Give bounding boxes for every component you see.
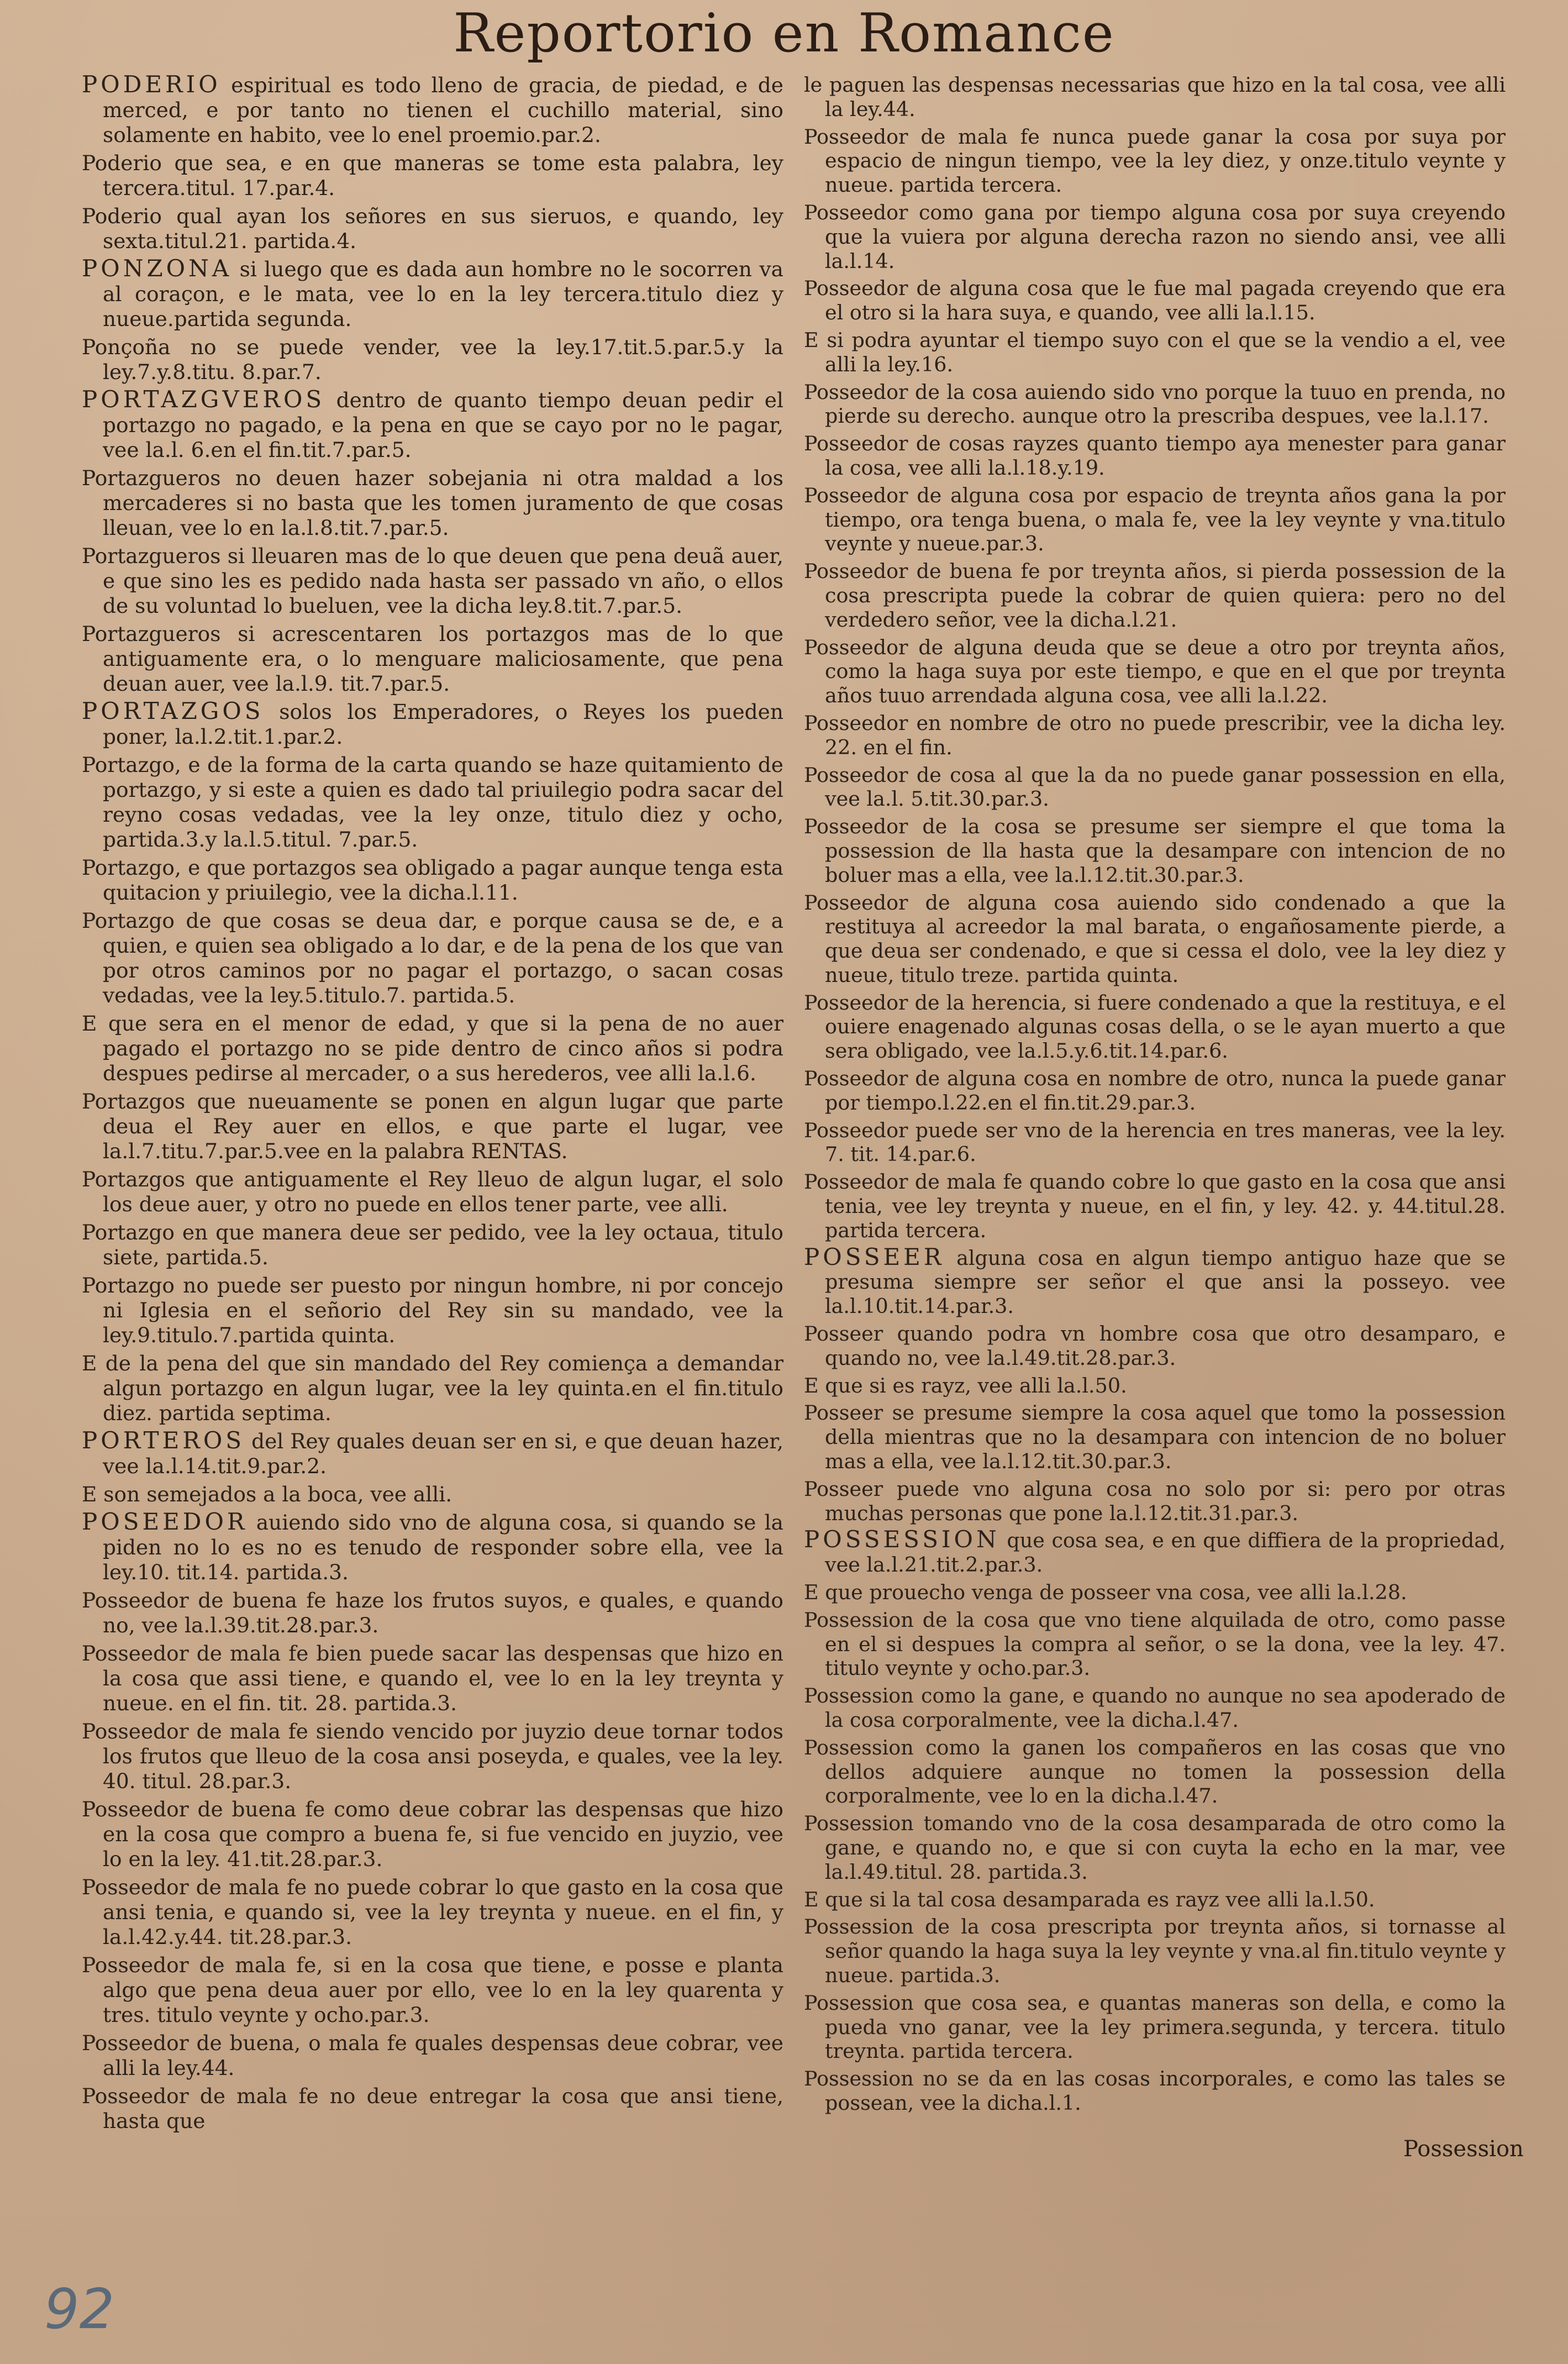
index-entry: [804, 1607, 1506, 1680]
index-entry: [82, 1088, 783, 1164]
index-entry: [804, 327, 1506, 377]
index-entry: [804, 558, 1506, 632]
entry-headword: POSSESSION: [804, 1526, 1000, 1553]
entry-text: espiritual es todo lleno de gracia, de piedad, e de merced, e por tanto no tienen el cuchillo material, sino solamente en habito, vee lo enel proemio.par.2.: [103, 73, 783, 147]
entry-text: Possession de la cosa que vno tiene alquilada de otro, como passe en el si despues la compra al señor, o se la dona, vee la ley. 47. titulo veynte y ocho.par.3.: [804, 1607, 1506, 1680]
entry-text: Posseedor de alguna cosa auiendo sido condenado a que la restituya al acreedor la mal barata, o engañosamente pierde, a que deua ser condenado, e que si cessa el dolo, vee la ley diez y nueue, titulo treze. partida quinta.: [804, 890, 1506, 987]
index-entry: [82, 907, 783, 1008]
index-entry: [804, 199, 1506, 273]
index-entry: [804, 1169, 1506, 1242]
index-entry: [82, 1350, 783, 1426]
entry-text: Posseer se presume siempre la cosa aquel que tomo la possession della mientras que no la desampara con intencion de no boluer mas a ella, vee la.l.12.tit.30.par.3.: [804, 1401, 1506, 1474]
index-entry: [804, 1373, 1506, 1398]
entry-text: Portazgueros si acrescentaren los portazgos mas de lo que antiguamente era, o lo menguare maliciosamente, que pena deuan auer, vee la.l.9. tit.7.par.5.: [82, 622, 783, 696]
entry-text: Posseedor de alguna cosa que le fue mal pagada creyendo que era el otro si la hara suya, e quando, vee alli la.l.15.: [804, 276, 1506, 325]
entry-headword: PODERIO: [82, 71, 221, 98]
entry-text: Posseedor de buena fe como deue cobrar las despensas que hizo en la cosa que compro a buena fe, si fue vencido en juyzio, vee lo en la ley. 41.tit.28.par.3.: [82, 1797, 783, 1871]
entry-text: Posseedor de cosa al que la da no puede ganar possession en ella, vee la.l. 5.tit.30.par.3.: [804, 763, 1506, 811]
entry-text: E que sera en el menor de edad, y que si la pena de no auer pagado el portazgo no se pide dentro de cinco años si podra despues pedirse al mercader, o a sus herederos, vee alli la.l.6.: [82, 1011, 783, 1085]
entry-text: Posseedor de mala fe quando cobre lo que gasto en la cosa que ansi tenia, vee ley treynta y nueue, en el fin, y ley. 42. y. 44.titul.28. partida tercera.: [804, 1170, 1506, 1242]
index-entry: [804, 990, 1506, 1063]
index-entry: [804, 1810, 1506, 1884]
index-entry: [82, 256, 783, 332]
entry-text: Posseedor de la herencia, si fuere condenado a que la restituya, e el ouiere enagenado algunas cosas della, o se le ayan muerto a que sera obligado, vee la.l.5.y.6.tit.14.par.6.: [804, 990, 1506, 1063]
entry-text: Portazgo de que cosas se deua dar, e porque causa se de, e a quien, e quien sea obligado a lo dar, e de la pena de los que van por otros caminos por no pagar el portazgo, o sacan cosas vedadas, vee la ley.5.titulo.7. partida.5.: [82, 908, 783, 1007]
entry-text: E que prouecho venga de posseer vna cosa, vee alli la.l.28.: [804, 1580, 1407, 1605]
index-entry: [804, 2066, 1506, 2115]
entry-text: Posseedor de buena fe haze los frutos suyos, e quales, e quando no, vee la.l.39.tit.28.par.3.: [82, 1588, 783, 1637]
entry-text: Posseedor de buena fe por treynta años, si pierda possession de la cosa prescripta puede la cobrar de quien quiera: pero no del verdedero señor, vee la dicha.l.21.: [804, 559, 1506, 632]
index-entry: [82, 1272, 783, 1348]
index-entry: [82, 2030, 783, 2081]
index-entry: [82, 543, 783, 618]
index-entry: [82, 72, 783, 148]
left-column: [82, 72, 783, 2136]
entry-text: Posseedor de cosas rayzes quanto tiempo aya menester para ganar la cosa, vee alli la.l.18.y.19.: [804, 432, 1506, 480]
entry-text: Possession tomando vno de la cosa desamparada de otro como la gane, e quando no, e que si con cuyta la echo en la mar, vee la.l.49.titul. 28. partida.3.: [804, 1811, 1506, 1884]
index-entry: [804, 1245, 1506, 1318]
entry-text: alguna cosa en algun tiempo antiguo haze que se presuma siempre ser señor el que ansi la posseyo. vee la.l.10.tit.14.par.3.: [825, 1246, 1506, 1318]
index-entry: [82, 1166, 783, 1217]
entry-text: dentro de quanto tiempo deuan pedir el portazgo no pagado, e la pena en que se cayo por no le pagar, vee la.l. 6.en el fin.tit.7.par.5.: [103, 388, 783, 462]
entry-headword: PORTEROS: [82, 1427, 245, 1454]
index-entry: [82, 1796, 783, 1872]
entry-text: Possession de la cosa prescripta por treynta años, si tornasse al señor quando la haga suya la ley veynte y vna.al fin.titulo veynte y nueue. partida.3.: [804, 1915, 1506, 1987]
entry-text: Posseedor de alguna cosa en nombre de otro, nunca la puede ganar por tiempo.l.22.en el fin.tit.29.par.3.: [804, 1067, 1506, 1115]
index-entry: [804, 1476, 1506, 1526]
entry-text: Portazgos que antiguamente el Rey lleuo de algun lugar, el solo los deue auer, y otro no puede en ellos tener parte, vee alli.: [82, 1167, 783, 1216]
entry-text: Portazgos que nueuamente se ponen en algun lugar que parte deua el Rey auer en ellos, e que parte el lugar, vee la.l.7.titu.7.par.5.vee en la palabra RENTAS.: [82, 1089, 783, 1163]
entry-text: Posseedor en nombre de otro no puede prescribir, vee la dicha ley. 22. en el fin.: [804, 711, 1506, 759]
entry-headword: POSEEDOR: [82, 1508, 248, 1535]
index-entry: [804, 762, 1506, 812]
entry-text: Posseedor de alguna deuda que se deue a otro por treynta años, como la haga suya por este tiempo, e que en el que por treynta años tuuo arrendada alguna cosa, vee alli la.l.22.: [804, 635, 1506, 708]
entry-text: Possession que cosa sea, e quantas maneras son della, e como la pueda vno ganar, vee la ley primera.segunda, y tercera. titulo treynta. partida tercera.: [804, 1990, 1506, 2063]
index-entry: [82, 2083, 783, 2134]
index-entry: [804, 1400, 1506, 1473]
index-entry: [804, 379, 1506, 429]
entry-text: Posseedor de mala fe, si en la cosa que tiene, e posse e planta algo que pena deua auer por ello, vee lo en la ley quarenta y tres. titulo veynte y ocho.par.3.: [82, 1953, 783, 2027]
index-entry: [82, 752, 783, 852]
index-entry: [82, 387, 783, 463]
entry-text: Portazgo no puede ser puesto por ningun hombre, ni por concejo ni Iglesia en el señorio del Rey sin su mandado, vee la ley.9.titulo.7.partida quinta.: [82, 1273, 783, 1347]
entry-text: Posseedor de la cosa auiendo sido vno porque la tuuo en prenda, no pierde su derecho. aunque otro la prescriba despues, vee la.l.17.: [804, 380, 1506, 428]
catchword: Possession: [1403, 2136, 1524, 2162]
entry-text: Portazgo en que manera deue ser pedido, vee la ley octaua, titulo siete, partida.5.: [82, 1220, 783, 1269]
index-entry: [804, 1065, 1506, 1115]
index-entry: [82, 698, 783, 749]
index-entry: [82, 1010, 783, 1086]
entry-text: Posseedor de alguna cosa por espacio de treynta años gana la por tiempo, ora tenga buena, o mala fe, vee la ley veynte y vna.titulo veynte y nueue.par.3.: [804, 483, 1506, 556]
running-header: Reportorio en Romance: [453, 2, 1115, 64]
index-entry: [804, 1914, 1506, 1987]
entry-text: Ponçoña no se puede vender, vee la ley.17.tit.5.par.5.y la ley.7.y.8.titu. 8.par.7.: [82, 335, 783, 384]
entry-text: Poderio que sea, e en que maneras se tome esta palabra, ley tercera.titul. 17.par.4.: [82, 151, 783, 200]
index-entry: [804, 890, 1506, 987]
entry-text: Posseedor de mala fe no puede cobrar lo que gasto en la cosa que ansi tenia, e quando si, vee la ley treynta y nueue. en el fin, y la.l.42.y.44. tit.28.par.3.: [82, 1875, 783, 1949]
index-entry: [82, 465, 783, 540]
index-entry: [804, 1527, 1506, 1577]
index-entry: [82, 1509, 783, 1585]
index-entry: [804, 634, 1506, 708]
entry-text: Posseedor como gana por tiempo alguna cosa por suya creyendo que la vuiera por alguna derecha razon no siendo ansi, vee alli la.l.14.: [804, 200, 1506, 273]
entry-text: Posseedor de mala fe bien puede sacar las despensas que hizo en la cosa que assi tiene, e quando el, vee lo en la ley treynta y nueue. en el fin. tit. 28. partida.3.: [82, 1641, 783, 1715]
entry-text: E que si es rayz, vee alli la.l.50.: [804, 1373, 1127, 1398]
index-entry: [82, 150, 783, 201]
index-entry: [82, 1481, 783, 1507]
entry-text: Posseedor de mala fe siendo vencido por juyzio deue tornar todos los frutos que lleuo de la cosa ansi poseyda, e quales, vee la ley. 40. titul. 28.par.3.: [82, 1719, 783, 1793]
entry-headword: PORTAZGVEROS: [82, 386, 325, 413]
entry-text: Posseedor puede ser vno de la herencia en tres maneras, vee la ley. 7. tit. 14.par.6.: [804, 1118, 1506, 1167]
entry-text: Possession como la ganen los compañeros en las cosas que vno dellos adquiere aunque no tomen la possession della corporalmente, vee lo en la dicha.l.47.: [804, 1735, 1506, 1808]
entry-text: del Rey quales deuan ser en si, e que deuan hazer, vee la.l.14.tit.9.par.2.: [103, 1429, 783, 1478]
entry-text: Posseer quando podra vn hombre cosa que otro desamparo, e quando no, vee la.l.49.tit.28.par.3.: [804, 1322, 1506, 1370]
index-entry: [804, 1117, 1506, 1167]
entry-text: Posseer puede vno alguna cosa no solo por si: pero por otras muchas personas que pone la.l.12.tit.31.par.3.: [804, 1477, 1506, 1525]
entry-text: E son semejados a la boca, vee alli.: [82, 1482, 452, 1506]
index-entry: [82, 1428, 783, 1479]
entry-text: Portazgueros no deuen hazer sobejania ni otra maldad a los mercaderes si no basta que les tomen juramento de que cosas lleuan, vee lo en la.l.8.tit.7.par.5.: [82, 466, 783, 540]
index-entry: [82, 854, 783, 905]
index-entry: [804, 1990, 1506, 2063]
index-entry: [804, 1683, 1506, 1732]
entry-text: Posseedor de mala fe nunca puede ganar la cosa por suya por espacio de ningun tiempo, vee la ley diez, y onze.titulo veynte y nueue. partida tercera.: [804, 124, 1506, 197]
index-entry: [804, 275, 1506, 325]
folio-number: 92: [44, 2277, 115, 2341]
entry-text: si luego que es dada aun hombre no le socorren va al coraçon, e le mata, vee lo en la ley tercera.titulo diez y nueue.partida segunda.: [103, 257, 783, 331]
entry-text: solos los Emperadores, o Reyes los pueden poner, la.l.2.tit.1.par.2.: [103, 700, 783, 749]
index-entry: [82, 1587, 783, 1638]
entry-headword: POSSEER: [804, 1243, 945, 1270]
entry-text: Portazgo, e de la forma de la carta quando se haze quitamiento de portazgo, y si este a quien es dado tal priuilegio podra sacar del reyno cosas vedadas, vee la ley onze, titulo diez y ocho, partida.3.y la.l.5.titul. 7.par.5.: [82, 753, 783, 852]
index-entry: [804, 430, 1506, 480]
entry-text: Possession no se da en las cosas incorporales, e como las tales se possean, vee la dicha.l.1.: [804, 2067, 1506, 2115]
entry-text: le paguen las despensas necessarias que hizo en la tal cosa, vee alli la ley.44.: [804, 73, 1506, 121]
index-entry: [82, 1874, 783, 1950]
entry-text: auiendo sido vno de alguna cosa, si quando se la piden no lo es no es tenudo de responder sobre ella, vee la ley.10. tit.14. partida.3.: [103, 1510, 783, 1584]
entry-text: E de la pena del que sin mandado del Rey comiença a demandar algun portazgo en algun lugar, vee la ley quinta.en el fin.titulo diez. partida septima.: [82, 1351, 783, 1425]
index-entry: [82, 1640, 783, 1716]
right-column: [804, 72, 1506, 2118]
index-entry: [82, 334, 783, 385]
index-entry: [804, 72, 1506, 122]
index-entry: [804, 1887, 1506, 1912]
entry-text: E que si la tal cosa desamparada es rayz vee alli la.l.50.: [804, 1887, 1375, 1911]
entry-headword: PORTAZGOS: [82, 697, 264, 724]
index-entry: [804, 710, 1506, 760]
index-entry: [804, 813, 1506, 887]
entry-text: E si podra ayuntar el tiempo suyo con el que se la vendio a el, vee alli la ley.16.: [804, 328, 1506, 376]
entry-text: Portazgueros si lleuaren mas de lo que deuen que pena deuã auer, e que sino les es pedido nada hasta ser passado vn año, o ellos de su voluntad lo bueluen, vee la dicha ley.8.tit.7.par.5.: [82, 544, 783, 618]
entry-headword: PONZONA: [82, 255, 233, 282]
entry-text: Posseedor de mala fe no deue entregar la cosa que ansi tiene, hasta que: [82, 2084, 783, 2133]
index-entry: [82, 1219, 783, 1270]
entry-text: Possession como la gane, e quando no aunque no sea apoderado de la cosa corporalmente, vee la dicha.l.47.: [804, 1684, 1506, 1732]
entry-text: Portazgo, e que portazgos sea obligado a pagar aunque tenga esta quitacion y priuilegio, vee la dicha.l.11.: [82, 855, 783, 905]
index-entry: [804, 482, 1506, 556]
index-entry: [82, 1718, 783, 1794]
entry-text: que cosa sea, e en que diffiera de la propriedad, vee la.l.21.tit.2.par.3.: [825, 1528, 1506, 1577]
index-entry: [804, 124, 1506, 197]
index-entry: [804, 1321, 1506, 1370]
index-entry: [804, 1735, 1506, 1808]
entry-text: Posseedor de buena, o mala fe quales despensas deue cobrar, vee alli la ley.44.: [82, 2031, 783, 2080]
entry-text: Posseedor de la cosa se presume ser siempre el que toma la possession de lla hasta que la desampare con intencion de no boluer mas a ella, vee la.l.12.tit.30.par.3.: [804, 815, 1506, 887]
index-entry: [804, 1579, 1506, 1605]
index-entry: [82, 1952, 783, 2027]
index-entry: [82, 621, 783, 696]
entry-text: Poderio qual ayan los señores en sus sieruos, e quando, ley sexta.titul.21. partida.4.: [82, 204, 783, 253]
index-entry: [82, 203, 783, 254]
